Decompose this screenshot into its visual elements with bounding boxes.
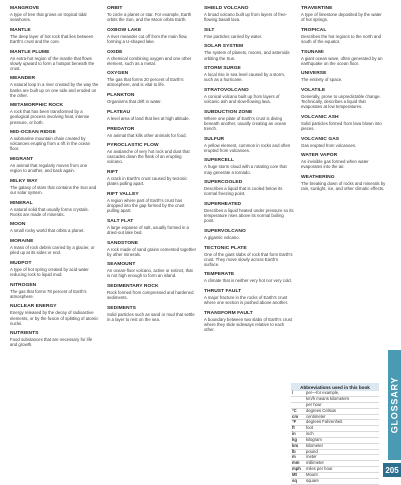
glossary-term: TRAVERTINE [301,6,333,11]
abbreviation-meaning: foot [306,425,313,431]
glossary-term: VOLCANIC ASH [301,114,339,120]
glossary-definition: A yellow element, common in rocks and often erupted from volcanoes. [204,142,291,153]
glossary-term: MORAINE [10,239,34,245]
glossary-entry [10,76,100,97]
glossary-definition: A natural loop in a river created by the way the banks are built up on one side and eroded on the other. [10,82,99,98]
abbreviation-symbol: in [292,431,296,437]
glossary-entry [301,153,386,169]
glossary-entry [107,143,197,164]
glossary-definition: A conical volcano built up from layers of volcanic ash and slow-flowing lava. [204,94,280,105]
glossary-term: WATER VAPOR [301,153,338,159]
glossary-entry [301,137,386,148]
glossary-entry [204,44,294,60]
glossary-definition: A type of hot spring created by acid water reducing rock to liquid mud. [10,266,89,277]
abbreviation-symbol: mph [292,466,301,472]
glossary-definition: A type of limestone deposited by the water of hot springs. [301,12,382,23]
glossary-entry [301,71,386,82]
abbreviation-meaning: millimeter [306,460,324,466]
glossary-definition: A rock made of sand grains cemented together by other minerals. [107,246,197,257]
glossary-tab-label-wrap [388,350,401,460]
glossary-entry [301,115,386,131]
glossary-definition: Energy released by the decay of radioactive elements, or by the fusion of splitting of atomic nuclei. [10,310,99,326]
glossary-term: RIFT [107,170,119,176]
abbreviation-meaning: per—for example, [306,390,340,396]
glossary-definition: Fine particles carried by water. [204,33,263,39]
glossary-definition: The entirety of space. [301,77,343,83]
glossary-entry [10,28,100,44]
glossary-term: SEAMOUNT [107,262,136,268]
abbreviation-symbol: sq [292,477,297,483]
glossary-definition: A submarine mountain chain created by volcanoes erupting from a rift in the ocean floor. [10,136,91,152]
glossary-term: MANTLE [10,27,31,33]
glossary-entry [301,88,386,109]
glossary-term: NITROGEN [10,282,37,288]
glossary-definition: A huge storm cloud with a rotating core that may generate a tornado. [204,164,287,175]
glossary-term: SUBDUCTION ZONE [204,109,253,115]
abbreviation-meaning: square [306,477,319,483]
glossary-term: OXYGEN [107,71,129,77]
glossary-column-2 [107,6,197,328]
glossary-definition: A large expanse of salt, usually formed in a dried-out lake bed. [107,224,189,235]
glossary-term: OXIDE [107,49,123,55]
glossary-term: TEMPERATE [204,272,235,278]
glossary-entry [107,110,197,121]
glossary-entry [204,311,294,332]
glossary-entry [10,304,100,325]
glossary-term: UNIVERSE [301,71,327,77]
glossary-term: STORM SURGE [204,66,241,72]
glossary-term: MID-OCEAN RIDGE [10,130,56,136]
glossary-definition: A mass of rock debris carried by a glacier, or piled up at its sides or end. [10,245,95,256]
glossary-entry [204,202,294,223]
glossary-term: SEDIMENTARY ROCK [107,284,159,290]
glossary-entry [107,241,197,257]
abbreviation-symbol: cm [292,413,299,419]
glossary-definition: To circle a planet or star. For example, Earth orbits the Sun, and the Moon orbits Earth. [107,12,192,23]
glossary-definition: Gas erupted from volcanoes. [301,142,357,148]
glossary-term: PLATEAU [107,109,131,115]
glossary-term: RIFT VALLEY [107,191,139,197]
abbreviation-symbol: kg [292,436,297,442]
glossary-entry [107,28,197,44]
glossary-term: SULFUR [204,136,225,142]
glossary-entry [10,331,100,347]
glossary-term: SOLAR SYSTEM [204,44,244,50]
abbreviations-table [291,383,379,485]
glossary-term: PREDATOR [107,126,135,132]
glossary-definition: A rock that has been transformed by a geological process involving heat, intense pressure, or both. [10,109,90,125]
glossary-term: MUDPOT [10,260,32,266]
page-number: 205 [383,463,401,477]
glossary-entry [107,170,197,186]
glossary-entry [204,6,294,22]
glossary-definition: A small rocky world that orbits a planet. [10,228,85,234]
abbreviations-title: Abbreviations used in this book [291,383,379,391]
glossary-entry [107,284,197,300]
glossary-definition: A climate that is neither very hot nor very cold. [204,278,292,284]
glossary-term: OXBOW LAKE [107,27,142,33]
glossary-entry [10,6,100,22]
abbreviation-symbol [291,397,306,402]
glossary-entry [107,71,197,87]
glossary-term: ORBIT [107,6,123,11]
glossary-tab-label: GLOSSARY [389,376,400,434]
glossary-term: TECTONIC PLATE [204,245,247,251]
glossary-entry [107,219,197,235]
glossary-definition: One of the giant slabs of rock that form Earth's crust. They move slowly across Earth's surface. [204,251,293,267]
glossary-term: NUTRIENTS [10,331,39,337]
abbreviation-meaning: per hour [306,401,322,407]
glossary-term: SUPERHEATED [204,202,242,208]
glossary-term: SHIELD VOLCANO [204,6,249,11]
abbreviation-meaning: Mount [306,472,318,477]
abbreviation-symbol: ft [292,425,295,431]
glossary-entry [107,306,197,322]
abbreviation-symbol: °C [292,407,297,413]
abbreviation-symbol: Mt [292,472,297,477]
glossary-definition: Solid particles such as sand or mud that settle in a layer to rest on the sea. [107,311,195,322]
glossary-definition: The galaxy of stars that contains the Sun and our solar system. [10,184,97,195]
glossary-term: SUPERCOOLED [204,180,243,186]
glossary-entry [10,103,100,124]
glossary-definition: Describes a liquid heated under pressure so its temperature rises above its normal boiling point. [204,208,294,224]
glossary-entry [10,201,100,217]
glossary-definition: A gigantic volcano. [204,234,240,240]
glossary-entry [301,175,386,191]
glossary-entry [10,239,100,255]
glossary-entry [107,93,197,104]
glossary-entry [10,261,100,277]
abbreviation-meaning: inch [306,431,314,437]
glossary-entry [204,180,294,196]
glossary-term: VOLATILE [301,88,326,94]
glossary-term: SEDIMENTS [107,305,136,311]
glossary-entry [10,130,100,151]
glossary-term: MANGROVE [10,6,40,11]
glossary-column-1 [10,6,100,353]
glossary-term: MANTLE PLUME [10,49,50,55]
glossary-definition: Food substances that are necessary for life and growth. [10,337,93,348]
glossary-definition: A giant ocean wave, often generated by an earthquake on the ocean floor. [301,55,383,66]
glossary-entry [107,192,197,213]
glossary-definition: Where one plate of Earth's crust is diving beneath another, usually creating an ocean trench. [204,115,287,131]
glossary-term: MEANDER [10,76,36,82]
glossary-term: VOLCANIC GAS [301,136,340,142]
glossary-entry [10,50,100,71]
glossary-entry [107,6,197,22]
abbreviation-symbol: mm [292,460,300,466]
glossary-entry [204,246,294,267]
abbreviation-meaning: centimeter [306,413,326,419]
glossary-entry [204,289,294,305]
glossary-definition: The system of planets, moons, and asteroids orbiting the Sun. [204,50,290,61]
abbreviation-meaning: kilometer [306,442,323,448]
glossary-definition: A major fracture in the rocks of Earth's crust where one section is pushed above another. [204,295,289,306]
glossary-entry [10,157,100,173]
glossary-definition: A chemical combining oxygen and one other element, such as a metal. [107,55,192,66]
glossary-definition: A local rise in sea level caused by a storm, such as a hurricane. [204,72,285,83]
glossary-definition: The gas that forms 20 percent of Earth's atmosphere, and is vital to life. [107,77,184,88]
glossary-term: TRANSFORM FAULT [204,310,253,316]
glossary-definition: An ocean-floor volcano, active or extinct, that is not high enough to form an island. [107,268,193,279]
glossary-term: SANDSTONE [107,240,139,246]
abbreviation-meaning: degrees Celsius [306,407,337,413]
glossary-entry [107,262,197,278]
glossary-term: STRATOVOLCANO [204,88,249,94]
glossary-definition: An animal that kills other animals for food. [107,132,187,138]
glossary-entry [10,179,100,195]
glossary-definition: Organisms that drift in water. [107,99,162,105]
abbreviation-meaning: degrees Fahrenheit [306,419,343,425]
glossary-entry [204,137,294,153]
glossary-entry [204,110,294,131]
abbreviation-meaning: miles per hour [306,466,333,472]
glossary-term: SALT FLAT [107,218,134,224]
glossary-term: SUPERVOLCANO [204,228,246,234]
glossary-definition: A broad volcano built up from layers of free-flowing basalt lava. [204,12,288,23]
abbreviation-symbol: m [292,454,296,460]
glossary-entry [204,229,294,240]
glossary-entry [301,50,386,66]
abbreviation-meaning: meter [306,454,317,460]
glossary-entry [107,127,197,138]
glossary-term: THRUST FAULT [204,289,242,295]
glossary-term: MIGRANT [10,157,34,163]
glossary-entry [204,272,294,283]
glossary-definition: Describes a liquid that is cooled below its normal freezing point. [204,186,283,197]
glossary-entry [204,158,294,174]
glossary-definition: A type of tree that grows on tropical tidal seashores. [10,12,87,23]
glossary-definition: A river meander cut off from the main flow, forming a U-shaped lake. [107,33,188,44]
glossary-entry [10,222,100,233]
glossary-entry [301,28,386,44]
abbreviation-symbol [291,403,306,408]
glossary-term: SILT [204,27,215,33]
glossary-term: TROPICAL [301,27,327,33]
glossary-definition: An animal that regularly moves from one region to another, and back again. [10,163,88,174]
glossary-term: PLANKTON [107,93,135,99]
glossary-definition: A crack in Earth's crust caused by tectonic plates pulling apart. [107,176,188,187]
glossary-entry [301,6,386,22]
glossary-entry [204,66,294,82]
glossary-definition: Generally, prone to unpredictable change. Technically, describes a liquid that evaporates at low temperatures. [301,94,381,110]
glossary-entry [107,50,197,66]
glossary-term: PYROCLASTIC FLOW [107,143,159,149]
glossary-entry [10,283,100,299]
glossary-term: MILKY WAY [10,178,38,184]
glossary-definition: A level area of land that lies at high altitude. [107,115,190,121]
glossary-definition: The deep layer of hot rock that lies between Earth's crust and the core. [10,33,94,44]
glossary-entry [204,28,294,39]
abbreviation-meaning: kilogram [306,436,322,442]
glossary-term: NUCLEAR ENERGY [10,304,57,310]
glossary-column-3 [204,6,294,338]
glossary-definition: An extra-hot region of the mantle that flows slowly upward to form a hotspot beneath the crust. [10,55,95,71]
glossary-definition: The gas that forms 78 percent of Earth's atmosphere. [10,288,87,299]
abbreviation-symbol: lb [292,448,296,454]
glossary-term: MOON [10,222,26,228]
abbreviation-symbol: km [292,442,299,448]
abbreviation-meaning: pound [306,448,318,454]
glossary-definition: A natural solid that usually forms crystals. Rocks are made of minerals. [10,206,89,217]
glossary-definition: The breaking down of rocks and minerals by rain, sunlight, ice, and other climatic effects. [301,181,386,192]
glossary-term: TSUNAMI [301,49,324,55]
glossary-definition: Describes the hot regions to the north and south of the equator. [301,33,382,44]
abbreviations-rows [291,391,379,485]
glossary-column-4 [301,6,386,197]
glossary-term: METAMORPHIC ROCK [10,103,64,109]
glossary-definition: An invisible gas formed when water evaporates into the air. [301,159,369,170]
glossary-term: MINERAL [10,200,33,206]
glossary-entry [204,88,294,104]
abbreviation-meaning: km/h means kilometers [306,396,350,402]
glossary-definition: A boundary between two slabs of Earth's crust where they slide sideways relative to each other. [204,316,292,333]
glossary-term: SUPERCELL [204,158,235,164]
glossary-term: WEATHERING [301,175,335,181]
abbreviation-symbol: / [292,390,294,396]
glossary-definition: An avalanche of very hot rock and dust that cascades down the flank of an erupting volcano. [107,149,190,165]
abbreviation-symbol: °F [292,419,297,425]
glossary-definition: Solid particles formed from lava blown into pieces. [301,120,382,131]
glossary-definition: Rock formed from compressed and hardened sediments. [107,290,194,301]
glossary-definition: A region where part of Earth's crust has dropped into the gap formed by the crust pulling apart. [107,197,185,214]
